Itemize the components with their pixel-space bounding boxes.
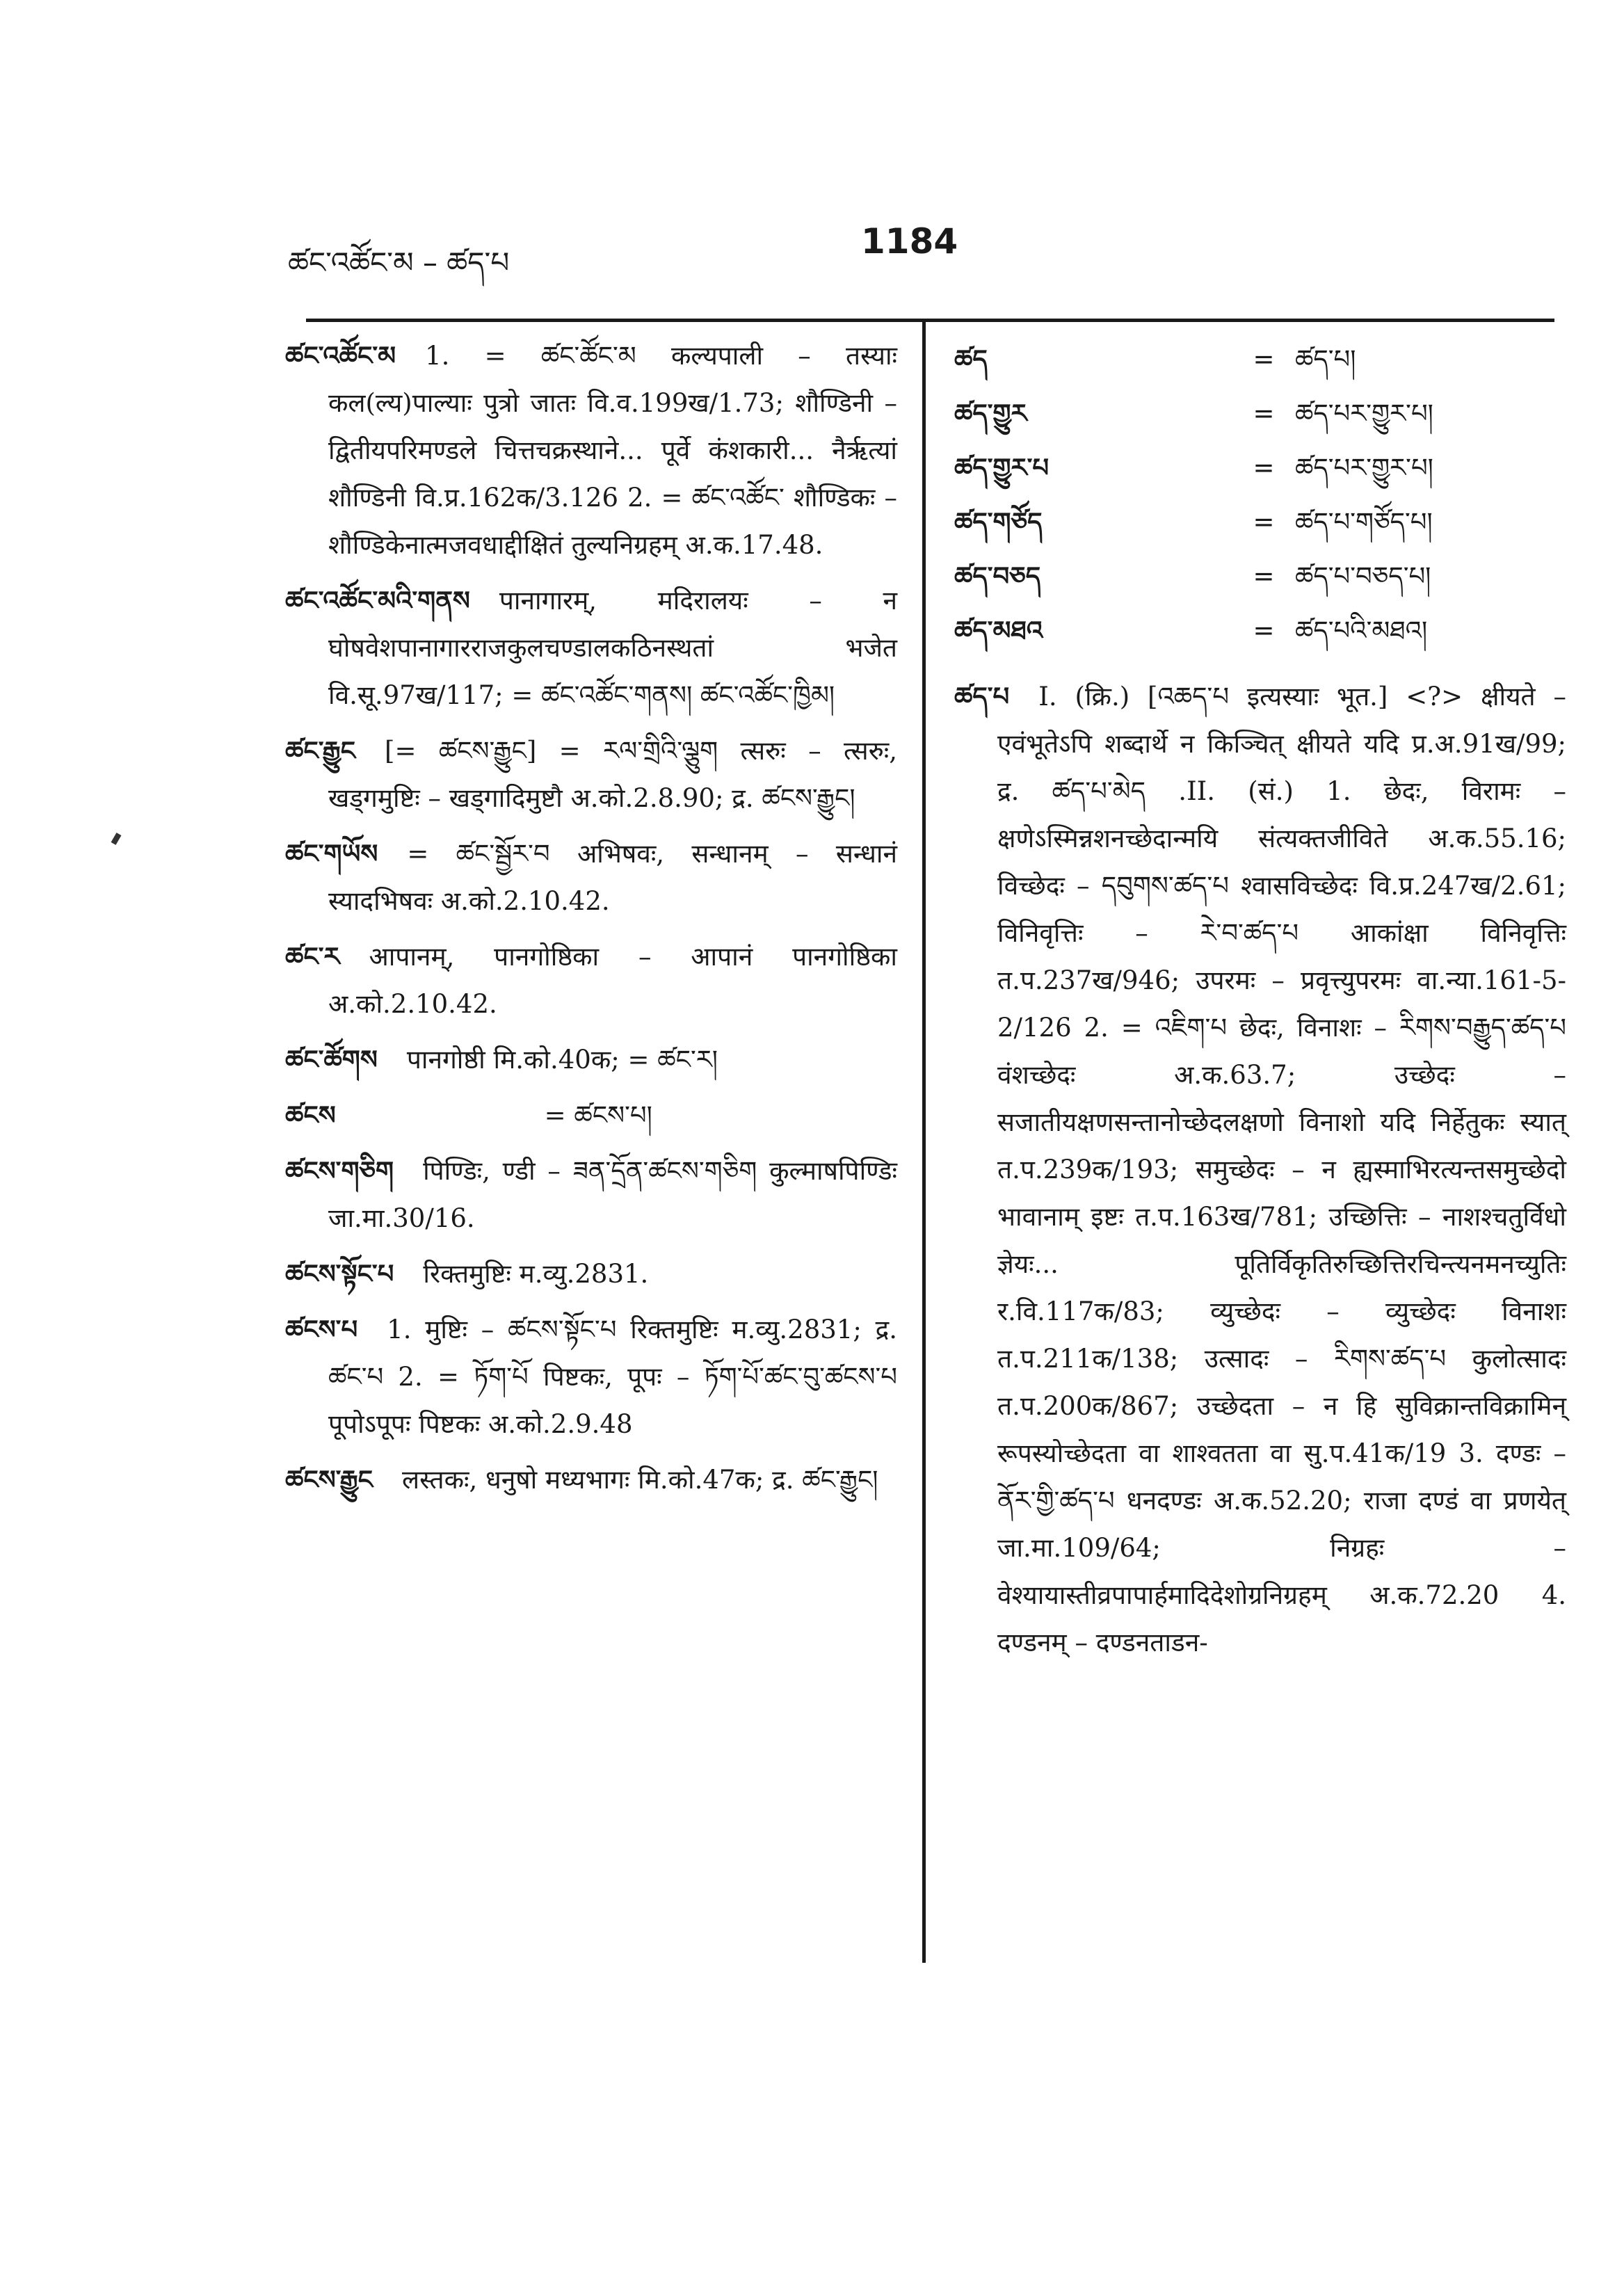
entry-headword: ཚང་རྒྱུང [285,736,356,766]
entry-definition: रिक्तमुष्टिः म.व्यु.2831. [423,1259,649,1289]
xref-target: ཚད་པར་གྱུར་པ། [1295,399,1433,428]
entry-headword: ཚངས་སྟོང་པ [285,1259,394,1289]
entry-headword: ཚང་ར [285,942,340,972]
left-column [285,332,897,1512]
xref-row [954,549,1566,604]
dictionary-entry [285,1456,897,1504]
entry-definition: पानगोष्ठी मि.को.40क; = ཚང་ར། [406,1045,718,1075]
xref-headword: ཚད་བཅད [954,561,1041,591]
xref-headword: ཚད་གྱུར་པ [954,453,1050,483]
xref-equals: = [1253,616,1275,645]
entry-headword: ཚང་འཚོང་མ [285,341,396,371]
dictionary-entry [285,1036,897,1084]
dictionary-entry [285,1306,897,1448]
entry-headword: ཚད་པ [954,682,1010,712]
xref-row [954,332,1566,387]
xref-equals: = [1253,399,1275,428]
xref-row [954,441,1566,495]
xref-target: ཚད་པ་བཅད་པ། [1295,561,1431,591]
xref-target: ཚད་པ་གཙོད་པ། [1295,507,1433,537]
xref-equals: = [1253,453,1275,483]
entry-definition: लस्तकः, धनुषो मध्यभागः मि.को.47क; द्र. ཚང་རྒྱུང། [402,1465,878,1495]
dictionary-entry [285,1092,897,1139]
entry-headword: ཚངས་རྒྱུང [285,1465,373,1495]
running-header: ཚང་འཚོང་མ – ཚད་པ [288,246,510,280]
xref-target: ཚད་པའི་མཐའ། [1295,616,1428,645]
xref-target: ཚད་པར་གྱུར་པ། [1295,453,1433,483]
xref-headword: ཚད་མཐའ [954,616,1043,645]
dictionary-entry [954,673,1566,1666]
cross-reference-list [954,332,1566,658]
xref-headword: ཚད་གྱུར [954,399,1027,428]
dictionary-entry [285,1251,897,1298]
entry-definition: पिण्डिः, ण्डी – ཟན་དྲོན་ཚངས་གཅིག कुल्माषपिण्डिः जा.मा.30/16. [328,1156,897,1233]
entry-definition: आपानम्, पानगोष्ठिका – आपानं पानगोष्ठिका अ.को.2.10.42. [328,942,897,1019]
xref-headword: ཚད [954,344,988,374]
entry-definition: = ཚངས་པ། [544,1100,652,1130]
entry-definition: 1. मुष्टिः – ཚངས་སྟོང་པ रिक्तमुष्टिः म.व्यु.2831; द्र. ཚང་པ 2. = ཏོག་པོ पिष्टकः, पूपः – ཏོག་པོ་ཚང་བུ་ཚངས་པ पूपोऽपूपः पिष्टकः अ.को.2.9.48 [328,1315,897,1439]
dictionary-entry [285,1148,897,1242]
entry-headword: ཚངས [285,1100,336,1130]
xref-equals: = [1253,507,1275,537]
dictionary-entry [285,577,897,719]
xref-row [954,495,1566,549]
header-rule [306,319,1554,322]
dictionary-entry [285,728,897,822]
xref-row [954,604,1566,658]
entry-definition: I. (क्रि.) [འཆད་པ इत्यस्याः भूत.] <?> क्षीयते – एवंभूतेऽपि शब्दार्थे न किञ्चित् क्षीयते यदि प्र.अ.91ख/99; द्र. ཚད་པ་མེད .II. (सं.) 1. छेदः, विरामः – क्षणेऽस्मिन्नशनच्छेदान्मयि संत्यक्तजीविते अ.क.55.16; विच्छेदः – དབུགས་ཚད་པ श्वासविच्छेदः वि.प्र.247ख/2.61; विनिवृत्तिः – རེ་བ་ཚད་པ आकांक्षा विनिवृत्तिः त.प.237ख/946; उपरमः – प्रवृत्त्युपरमः वा.न्या.161-5-2/126 2. = འཇིག་པ छेदः, विनाशः – རིགས་བརྒྱུད་ཚད་པ वंशच्छेदः अ.क.63.7; उच्छेदः – सजातीयक्षणसन्तानोच्छेदलक्षणो विनाशो यदि निर्हेतुकः स्यात् त.प.239क/193; समुच्छेदः – न ह्यस्माभिरत्यन्तसमुच्छेदो भावानाम् इष्टः त.प.163ख/781; उच्छित्तिः – नाशश्चतुर्विधो ज्ञेयः... पूतिर्विकृतिरुच्छित्तिरचिन्त्यनमनच्युतिः र.वि.117क/83; व्युच्छेदः – व्युच्छेदः विनाशः त.प.211क/138; उत्सादः – རིགས་ཚད་པ कुलोत्सादः त.प.200क/867; उच्छेदता – न हि सुविक्रान्तविक्रामिन् रूपस्योच्छेदता वा शाश्वतता वा सु.प.41क/19 3. दण्डः – ནོར་གྱི་ཚད་པ धनदण्डः अ.क.52.20; राजा दण्डं वा प्रणयेत् जा.मा.109/64; निग्रहः – वेश्यायास्तीव्रपापार्हमादिदेशोग्रनिग्रहम् अ.क.72.20 4. दण्डनम् – दण्डनताडन- [997,682,1566,1657]
entry-definition: पानागारम्, मदिरालयः – न घोषवेशपानागारराजकुलचण्डालकठिनस्थतां भजेत वि.सू.97ख/117; = ཚང་འཚོང་གནས། ཚང་འཚོང་ཁྱིམ། [328,586,897,710]
page-number: 1184 [861,221,958,262]
dictionary-entry [285,933,897,1028]
column-divider [922,321,926,1963]
xref-row [954,387,1566,441]
xref-headword: ཚད་གཙོད [954,507,1043,537]
entry-headword: ཚང་ཚོགས [285,1045,378,1075]
margin-mark [111,833,122,845]
entry-headword: ཚང་གཡོས [285,839,378,869]
right-column [954,332,1566,1675]
entry-headword: ཚངས་པ [285,1315,358,1344]
dictionary-entry [285,830,897,925]
xref-equals: = [1253,561,1275,591]
entry-headword: ཚངས་གཅིག [285,1156,394,1186]
entry-headword: ཚང་འཚོང་མའི་གནས [285,586,470,616]
dictionary-entry [285,332,897,569]
xref-target: ཚད་པ། [1295,344,1356,374]
entry-definition: = ཚང་སྦྱོར་བ अभिषवः, सन्धानम् – सन्धानं स्यादभिषवः अ.को.2.10.42. [328,839,897,916]
entry-definition: 1. = ཚང་ཚོང་མ कल्यपाली – तस्याः कल(ल्य)पाल्याः पुत्रो जातः वि.व.199ख/1.73; शौण्डिनी – द्वितीयपरिमण्डले चित्तचक्रस्थाने... पूर्वे कंशकारी... नैर्ऋत्यां शौण्डिनी वि.प्र.162क/3.126 2. = ཚང་འཚོང་ शौण्डिकः – शौण्डिकेनात्मजवधाद्दीक्षितं तुल्यनिग्रहम् अ.क.17.48. [328,341,897,560]
entry-definition: [= ཚངས་རྒྱུང] = རལ་གྲིའི་ལྕུག त्सरुः – त्सरुः, खड्गमुष्टिः – खड्गादिमुष्टौ अ.को.2.8.90; द्र. ཚངས་རྒྱུང། [328,736,897,813]
xref-equals: = [1253,344,1275,374]
